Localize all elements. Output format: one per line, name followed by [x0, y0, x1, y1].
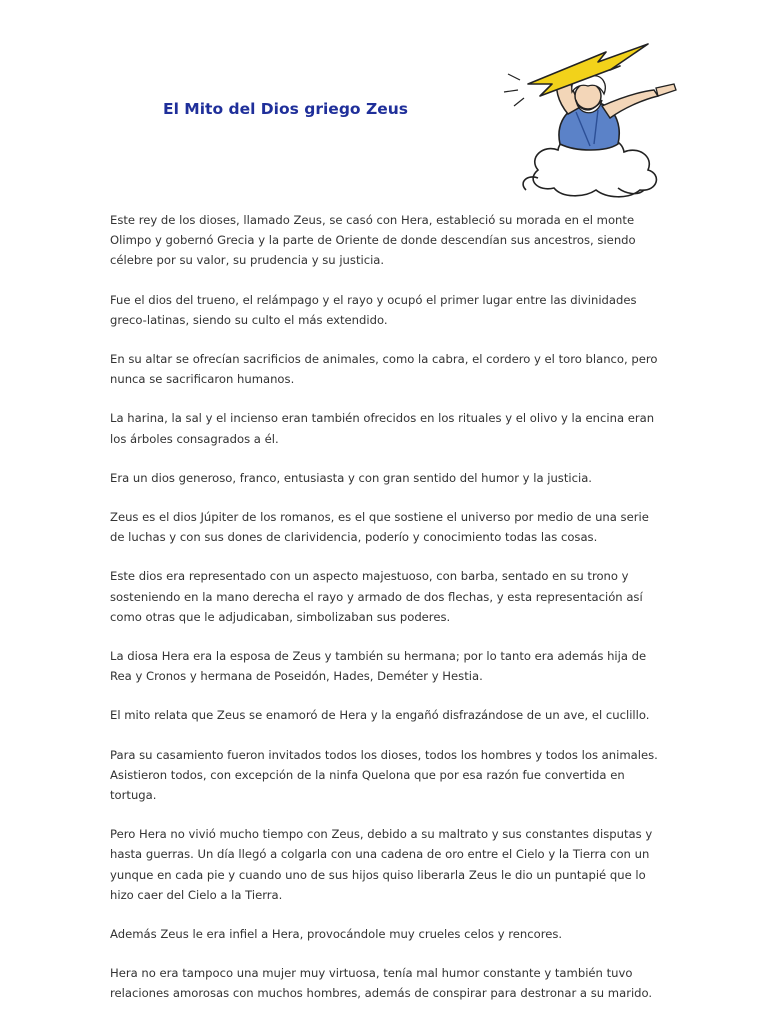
document-body — [110, 210, 666, 1023]
paragraph: Para su casamiento fueron invitados todos los dioses, todos los hombres y todos los animales. Asistieron todos, con excepción de la ninfa Quelona que por esa razón fue convertida en tortuga. — [110, 747, 658, 803]
paragraph: Zeus es el dios Júpiter de los romanos, es el que sostiene el universo por medio de una serie de luchas y con sus dones de clarividencia, poderío y conocimiento todas las cosas. — [110, 510, 649, 545]
paragraph: Además Zeus le era infiel a Hera, provocándole muy crueles celos y rencores. — [110, 927, 563, 942]
paragraph: Pero Hera no vivió mucho tiempo con Zeus, debido a su maltrato y sus constantes disputas y hasta guerras. Un día llegó a colgarla con una cadena de oro entre el Cielo y la Tierra con un yunque en cada pie y cuando uno de sus hijos quiso liberarla Zeus le dio un puntapié que lo hizo caer del Cielo a la Tierra. — [110, 827, 653, 902]
paragraph: Era un dios generoso, franco, entusiasta y con gran sentido del humor y la justicia. — [110, 470, 592, 485]
zeus-lightning-icon — [498, 40, 688, 200]
paragraph: La harina, la sal y el incienso eran también ofrecidos en los rituales y el olivo y la encina eran los árboles consagrados a él. — [110, 411, 655, 446]
paragraph: La diosa Hera era la esposa de Zeus y también su hermana; por lo tanto era además hija de Rea y Cronos y hermana de Poseidón, Hades, Deméter y Hestia. — [110, 649, 647, 684]
paragraph: Este rey de los dioses, llamado Zeus, se casó con Hera, estableció su morada en el monte Olimpo y gobernó Grecia y la parte de Oriente de donde descendían sus ancestros, siendo célebre por su valor, su prudencia y su justicia. — [110, 213, 636, 268]
document-title: El Mito del Dios griego Zeus — [163, 100, 408, 118]
paragraph: Fue el dios del trueno, el relámpago y el rayo y ocupó el primer lugar entre las divinidades greco-latinas, siendo su culto el más extendido. — [110, 292, 637, 327]
paragraph: El mito relata que Zeus se enamoró de Hera y la engañó disfrazándose de un ave, el cuclillo. — [110, 708, 650, 723]
paragraph: En su altar se ofrecían sacrificios de animales, como la cabra, el cordero y el toro blanco, pero nunca se sacrificaron humanos. — [110, 352, 658, 387]
paragraph: Este dios era representado con un aspecto majestuoso, con barba, sentado en su trono y sosteniendo en la mano derecha el rayo y armado de dos flechas, y esta representación así como otras que le adjudicaban, simbolizaban sus poderes. — [110, 569, 643, 624]
paragraph: Hera no era tampoco una mujer muy virtuosa, tenía mal humor constante y también tuvo relaciones amorosas con muchos hombres, además de conspirar para destronar a su marido. — [110, 966, 653, 1001]
